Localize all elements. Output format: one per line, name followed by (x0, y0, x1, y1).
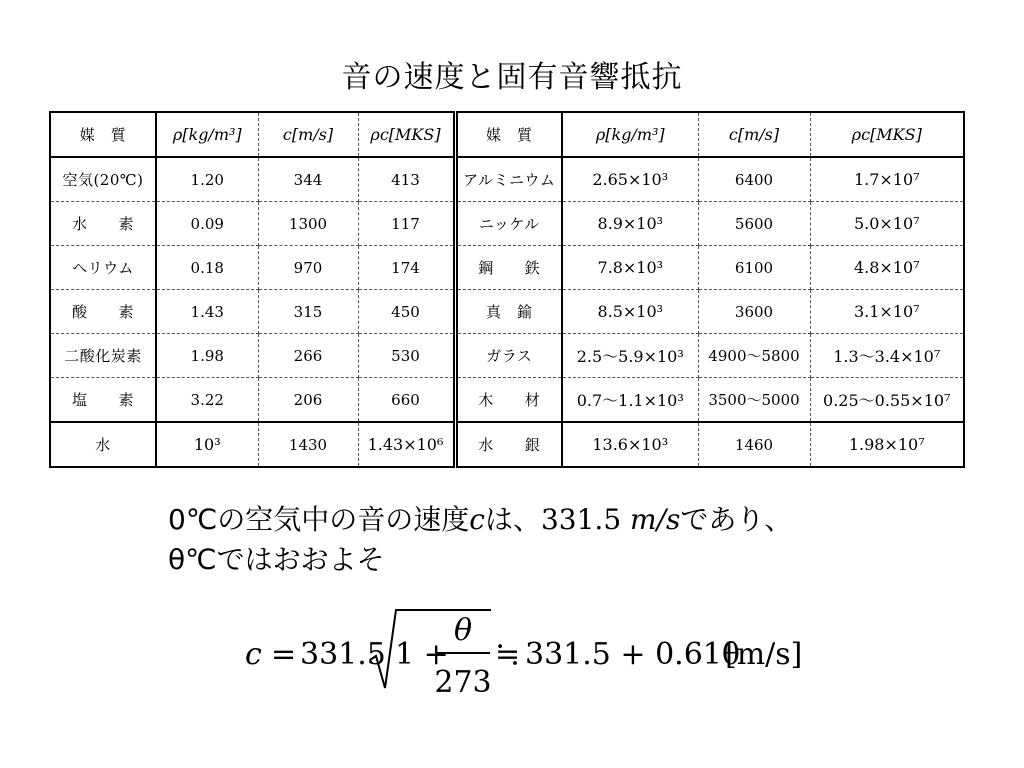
table-row (50, 246, 964, 290)
cell-speed: 5600 (698, 202, 810, 246)
cell-density: 0.09 (156, 202, 258, 246)
cell-density: 3.22 (156, 378, 258, 423)
formula-coefficient: 331.5 (300, 637, 386, 672)
cell-medium: 水 銀 (455, 422, 562, 467)
header-impedance: ρc[MKS] (810, 112, 964, 157)
header-impedance: ρc[MKS] (358, 112, 455, 157)
cell-impedance: 1.3〜3.4×10⁷ (810, 334, 964, 378)
cell-medium: 二酸化炭素 (50, 334, 156, 378)
cell-impedance: 1.43×10⁶ (358, 422, 455, 467)
cell-medium: 真 鍮 (455, 290, 562, 334)
text-sound-speed-intro: 0℃の空気中の音の速度 (168, 503, 470, 536)
header-speed: c[m/s] (258, 112, 358, 157)
text-particle: は、 (484, 503, 541, 536)
header-density: ρ[kg/m³] (156, 112, 258, 157)
cell-density: 7.8×10³ (562, 246, 698, 290)
speed-unit: m/s (630, 503, 681, 536)
table-row (50, 290, 964, 334)
formula-lhs: c (245, 637, 262, 672)
cell-density: 13.6×10³ (562, 422, 698, 467)
cell-speed: 3500〜5000 (698, 378, 810, 423)
speed-formula (245, 608, 845, 698)
cell-density: 8.9×10³ (562, 202, 698, 246)
formula-one-plus: 1 + (395, 637, 449, 672)
table-row (50, 378, 964, 423)
cell-impedance: 174 (358, 246, 455, 290)
cell-medium: 水 (50, 422, 156, 467)
table-row (50, 334, 964, 378)
cell-density: 2.65×10³ (562, 157, 698, 202)
cell-impedance: 4.8×10⁷ (810, 246, 964, 290)
cell-impedance: 450 (358, 290, 455, 334)
cell-impedance: 660 (358, 378, 455, 423)
formula-equals: = (271, 637, 297, 672)
cell-density: 0.18 (156, 246, 258, 290)
page-title: 音の速度と固有音響抵抗 (341, 60, 683, 95)
header-medium: 媒 質 (455, 112, 562, 157)
explanation-line-2: θ℃ではおおよそ (168, 543, 385, 576)
cell-impedance: 1.98×10⁷ (810, 422, 964, 467)
speed-value: 331.5 (540, 503, 622, 536)
cell-speed: 1430 (258, 422, 358, 467)
symbol-c: c (469, 503, 485, 536)
cell-speed: 4900〜5800 (698, 334, 810, 378)
cell-medium: 空気(20℃) (50, 157, 156, 202)
cell-speed: 206 (258, 378, 358, 423)
cell-speed: 6400 (698, 157, 810, 202)
cell-medium: アルミニウム (455, 157, 562, 202)
cell-speed: 1460 (698, 422, 810, 467)
cell-density: 1.43 (156, 290, 258, 334)
cell-density: 8.5×10³ (562, 290, 698, 334)
table-header-row (50, 112, 964, 157)
cell-medium: 鋼 鉄 (455, 246, 562, 290)
cell-speed: 6100 (698, 246, 810, 290)
cell-speed: 1300 (258, 202, 358, 246)
cell-impedance: 5.0×10⁷ (810, 202, 964, 246)
cell-medium: ニッケル (455, 202, 562, 246)
cell-speed: 3600 (698, 290, 810, 334)
cell-density: 0.7〜1.1×10³ (562, 378, 698, 423)
cell-speed: 315 (258, 290, 358, 334)
cell-impedance: 530 (358, 334, 455, 378)
cell-speed: 344 (258, 157, 358, 202)
cell-medium: 水 素 (50, 202, 156, 246)
table-row (50, 422, 964, 467)
cell-density: 1.98 (156, 334, 258, 378)
cell-medium: 塩 素 (50, 378, 156, 423)
cell-impedance: 1.7×10⁷ (810, 157, 964, 202)
explanation-text (168, 500, 792, 580)
cell-density: 1.20 (156, 157, 258, 202)
formula-denominator: 273 (434, 665, 492, 698)
formula-approx: ≒ (495, 637, 521, 672)
formula-rhs: 331.5 + 0.61θ (525, 637, 740, 672)
cell-medium: ガラス (455, 334, 562, 378)
table-row (50, 202, 964, 246)
cell-medium: 木 材 (455, 378, 562, 423)
cell-medium: 酸 素 (50, 290, 156, 334)
cell-medium: ヘリウム (50, 246, 156, 290)
cell-speed: 970 (258, 246, 358, 290)
acoustic-properties-table (49, 111, 965, 468)
header-speed: c[m/s] (698, 112, 810, 157)
text-ending: であり、 (680, 503, 793, 536)
cell-impedance: 117 (358, 202, 455, 246)
table-row (50, 157, 964, 202)
cell-speed: 266 (258, 334, 358, 378)
cell-impedance: 0.25〜0.55×10⁷ (810, 378, 964, 423)
cell-density: 2.5〜5.9×10³ (562, 334, 698, 378)
formula-numerator: θ (453, 613, 473, 648)
cell-impedance: 413 (358, 157, 455, 202)
cell-density: 10³ (156, 422, 258, 467)
cell-impedance: 3.1×10⁷ (810, 290, 964, 334)
header-medium: 媒 質 (50, 112, 156, 157)
explanation-line-1 (168, 500, 792, 540)
formula-unit: [m/s] (725, 637, 803, 672)
header-density: ρ[kg/m³] (562, 112, 698, 157)
